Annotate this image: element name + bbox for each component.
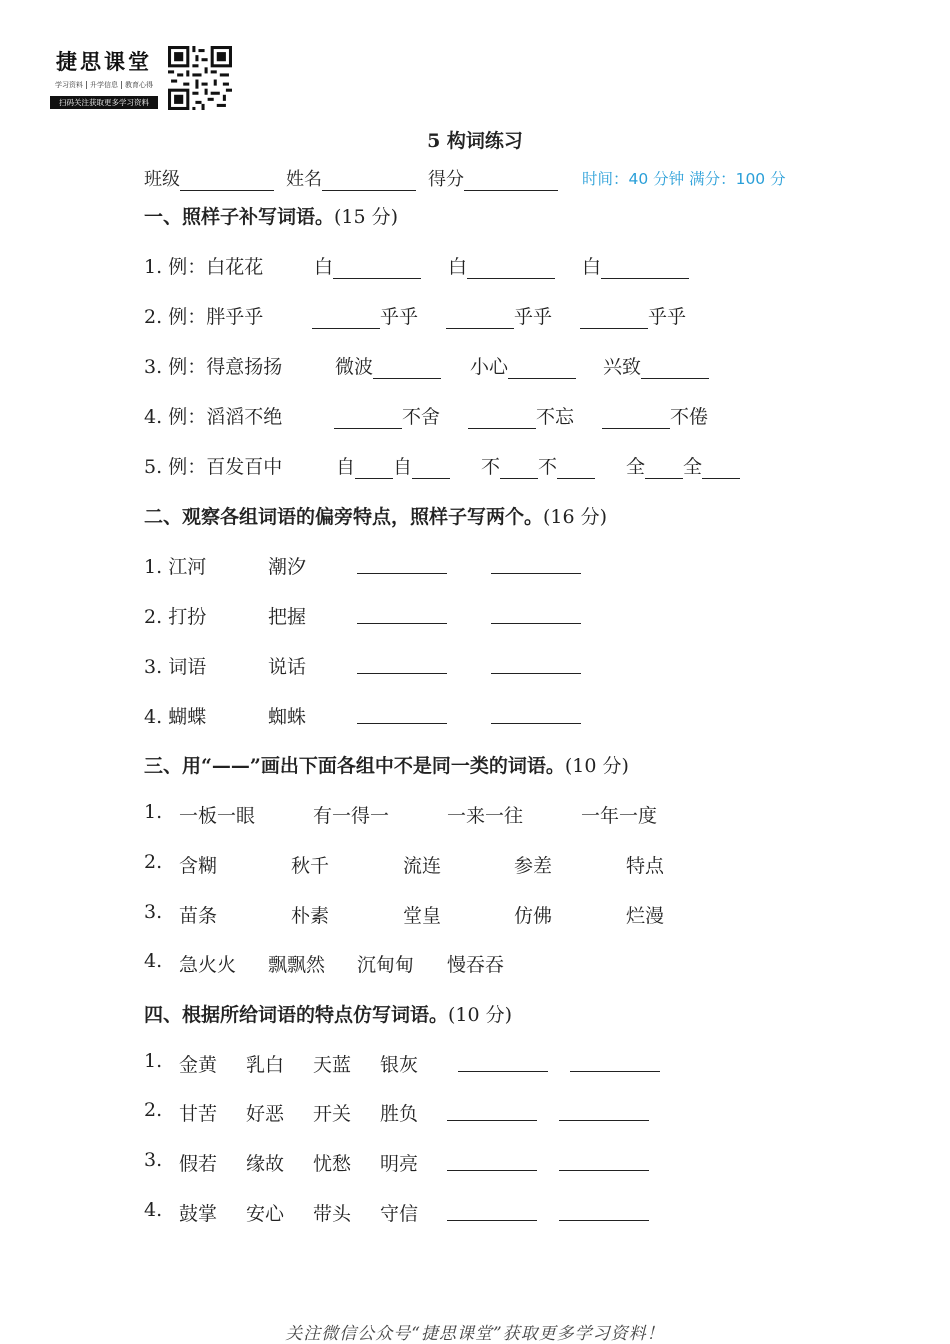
fill-suffix: 不舍 — [402, 406, 441, 428]
fill-char: 自 — [393, 456, 413, 478]
answer-blank[interactable] — [508, 358, 576, 379]
class-field[interactable] — [180, 170, 274, 191]
answer-blank[interactable] — [491, 603, 581, 624]
section-points: (10 分) — [448, 1004, 513, 1026]
answer-group — [447, 1099, 649, 1121]
class-label: 班级 — [144, 169, 180, 190]
answer-blank[interactable] — [491, 653, 581, 674]
section-points: (16 分) — [543, 506, 608, 528]
exercise-row — [144, 252, 263, 279]
section-heading — [144, 1000, 512, 1027]
word-option[interactable]: 参差 — [514, 855, 553, 877]
word: 天蓝 — [313, 1054, 352, 1076]
fill-group — [470, 352, 576, 379]
brand-tag: 升学信息 — [87, 81, 122, 89]
fill-group — [580, 302, 686, 329]
fill-group — [336, 452, 450, 479]
word-option[interactable]: 堂皇 — [403, 905, 442, 927]
answer-blank[interactable] — [333, 258, 421, 279]
answer-group — [357, 552, 581, 574]
answer-blank[interactable] — [357, 703, 447, 724]
student-info — [144, 165, 570, 191]
word: 说话 — [268, 656, 307, 678]
fill-group — [448, 252, 555, 279]
word-option[interactable]: 仿佛 — [514, 905, 553, 927]
word-option[interactable]: 烂漫 — [626, 905, 665, 927]
word: 假若 — [179, 1153, 218, 1175]
answer-blank[interactable] — [447, 1150, 537, 1171]
fill-char: 自 — [336, 456, 356, 478]
word: 忧愁 — [313, 1153, 352, 1175]
fill-prefix: 白 — [314, 256, 334, 278]
word-option[interactable]: 一年一度 — [581, 805, 658, 827]
answer-blank[interactable] — [559, 1150, 649, 1171]
section-title: 一、照样子补写词语。 — [144, 206, 335, 228]
word-option[interactable]: 流连 — [403, 855, 442, 877]
item-number: 3. — [144, 656, 163, 678]
exercise-row — [144, 352, 282, 379]
answer-blank[interactable] — [357, 653, 447, 674]
fill-group — [603, 352, 709, 379]
answer-blank[interactable] — [373, 358, 441, 379]
word: 明亮 — [380, 1153, 419, 1175]
answer-blank[interactable] — [580, 308, 648, 329]
word-option[interactable]: 秋千 — [291, 855, 330, 877]
word: 词语 — [168, 656, 207, 678]
exercise-row — [144, 652, 206, 679]
fill-group — [602, 402, 708, 429]
answer-group — [357, 602, 581, 624]
brand-name: 捷思课堂 — [56, 49, 152, 74]
section-points: (15 分) — [334, 206, 399, 228]
word: 银灰 — [380, 1054, 419, 1076]
word: 乳白 — [246, 1054, 285, 1076]
fill-prefix: 兴致 — [603, 356, 642, 378]
item-number: 4. — [144, 1199, 163, 1221]
answer-blank[interactable] — [446, 308, 514, 329]
item-number: 3. — [144, 901, 163, 923]
answer-blank[interactable] — [355, 458, 393, 479]
fill-group — [334, 402, 440, 429]
item-number: 3. — [144, 356, 163, 378]
fill-group — [335, 352, 441, 379]
word-option[interactable]: 慢吞吞 — [447, 954, 505, 976]
fill-suffix: 不忘 — [536, 406, 575, 428]
section-title: 三、用“——”画出下面各组中不是同一类的词语。 — [144, 755, 565, 777]
score-label: 得分 — [428, 169, 464, 190]
word: 潮汐 — [268, 556, 307, 578]
word: 安心 — [246, 1203, 285, 1225]
brand-tags — [52, 80, 156, 90]
item-number: 1. — [144, 256, 163, 278]
name-label: 姓名 — [286, 169, 322, 190]
word: 蜘蛛 — [268, 706, 307, 728]
fill-suffix: 乎乎 — [648, 306, 687, 328]
answer-blank[interactable] — [500, 458, 538, 479]
word: 甘苦 — [179, 1103, 218, 1125]
item-number: 2. — [144, 306, 163, 328]
answer-blank[interactable] — [357, 553, 447, 574]
word: 鼓掌 — [179, 1203, 218, 1225]
answer-blank[interactable] — [557, 458, 595, 479]
exercise-row — [144, 552, 206, 579]
answer-blank[interactable] — [559, 1100, 649, 1121]
fill-prefix: 白 — [582, 256, 602, 278]
answer-group — [447, 1149, 649, 1171]
fill-group — [446, 302, 552, 329]
fill-group — [468, 402, 574, 429]
time-info: 时间：40 分钟 满分：100 分 — [582, 170, 786, 188]
item-number: 2. — [144, 851, 163, 873]
word: 把握 — [268, 606, 307, 628]
name-field[interactable] — [322, 170, 416, 191]
answer-blank[interactable] — [458, 1051, 548, 1072]
answer-blank[interactable] — [312, 308, 380, 329]
answer-group — [357, 702, 581, 724]
fill-group — [582, 252, 689, 279]
footer-note: 关注微信公众号“捷思课堂”获取更多学习资料！ — [285, 1324, 665, 1344]
answer-blank[interactable] — [447, 1100, 537, 1121]
section-points: (10 分) — [564, 755, 629, 777]
answer-blank[interactable] — [467, 258, 555, 279]
exercise-row — [144, 302, 263, 329]
section-heading — [144, 502, 607, 529]
fill-suffix: 乎乎 — [380, 306, 419, 328]
fill-prefix: 微波 — [335, 356, 374, 378]
answer-blank[interactable] — [412, 458, 450, 479]
example-text: 例：白花花 — [168, 256, 264, 278]
fill-char: 全 — [626, 456, 646, 478]
answer-blank[interactable] — [468, 408, 536, 429]
item-number: 4. — [144, 706, 163, 728]
fill-suffix: 乎乎 — [514, 306, 553, 328]
word-option[interactable]: 急火火 — [179, 954, 237, 976]
example-text: 例：胖乎乎 — [168, 306, 264, 328]
exercise-row — [144, 452, 282, 479]
item-number: 1. — [144, 801, 163, 823]
word: 开关 — [313, 1103, 352, 1125]
word-option[interactable]: 特点 — [626, 855, 665, 877]
page-title: 5 构词练习 — [427, 130, 523, 152]
section-title: 四、根据所给词语的特点仿写词语。 — [144, 1004, 449, 1026]
word: 江河 — [168, 556, 207, 578]
fill-group — [481, 452, 595, 479]
answer-blank[interactable] — [602, 408, 670, 429]
fill-char: 不 — [538, 456, 558, 478]
word: 蝴蝶 — [168, 706, 207, 728]
qr-code-icon — [168, 46, 232, 110]
answer-blank[interactable] — [334, 408, 402, 429]
brand-bar: 扫码关注获取更多学习资料 — [50, 96, 158, 109]
example-text: 例：得意扬扬 — [168, 356, 283, 378]
exercise-row — [144, 602, 206, 629]
example-text: 例：滔滔不绝 — [168, 406, 283, 428]
answer-blank[interactable] — [702, 458, 740, 479]
answer-blank[interactable] — [491, 703, 581, 724]
brand-tag: 学习资料 — [52, 81, 87, 89]
word-option[interactable]: 有一得一 — [313, 805, 390, 827]
fill-prefix: 白 — [448, 256, 468, 278]
answer-blank[interactable] — [645, 458, 683, 479]
word: 胜负 — [380, 1103, 419, 1125]
word-option[interactable]: 朴素 — [291, 905, 330, 927]
fill-suffix: 不倦 — [670, 406, 709, 428]
fill-prefix: 小心 — [470, 356, 509, 378]
brand-logo — [50, 46, 160, 112]
section-heading — [144, 751, 629, 778]
item-number: 5. — [144, 456, 163, 478]
fill-group — [626, 452, 740, 479]
answer-blank[interactable] — [447, 1200, 537, 1221]
brand-tag: 教育心得 — [125, 81, 153, 89]
word-option[interactable]: 含糊 — [179, 855, 218, 877]
answer-blank[interactable] — [559, 1200, 649, 1221]
item-number: 3. — [144, 1149, 163, 1171]
fill-char: 不 — [481, 456, 501, 478]
fill-char: 全 — [683, 456, 703, 478]
answer-blank[interactable] — [357, 603, 447, 624]
item-number: 2. — [144, 606, 163, 628]
answer-group — [447, 1199, 649, 1221]
item-number: 1. — [144, 556, 163, 578]
item-number: 4. — [144, 406, 163, 428]
answer-blank[interactable] — [491, 553, 581, 574]
answer-blank[interactable] — [570, 1051, 660, 1072]
word-option[interactable]: 一板一眼 — [179, 805, 256, 827]
fill-group — [312, 302, 418, 329]
word: 守信 — [380, 1203, 419, 1225]
word-option[interactable]: 一来一往 — [447, 805, 524, 827]
item-number: 4. — [144, 950, 163, 972]
item-number: 1. — [144, 1050, 163, 1072]
word: 好恶 — [246, 1103, 285, 1125]
section-heading — [144, 202, 398, 229]
section-title: 二、观察各组词语的偏旁特点，照样子写两个。 — [144, 506, 544, 528]
word: 金黄 — [179, 1054, 218, 1076]
score-field[interactable] — [464, 170, 558, 191]
word-option[interactable]: 沉甸甸 — [357, 954, 415, 976]
answer-blank[interactable] — [601, 258, 689, 279]
word: 带头 — [313, 1203, 352, 1225]
answer-group — [357, 652, 581, 674]
example-text: 例：百发百中 — [168, 456, 283, 478]
word-option[interactable]: 飘飘然 — [268, 954, 326, 976]
exercise-row — [144, 702, 206, 729]
fill-group — [314, 252, 421, 279]
item-number: 2. — [144, 1099, 163, 1121]
word: 缘故 — [246, 1153, 285, 1175]
word: 打扮 — [168, 606, 207, 628]
exercise-row — [144, 402, 282, 429]
answer-group — [458, 1050, 660, 1072]
word-option[interactable]: 苗条 — [179, 905, 218, 927]
answer-blank[interactable] — [641, 358, 709, 379]
